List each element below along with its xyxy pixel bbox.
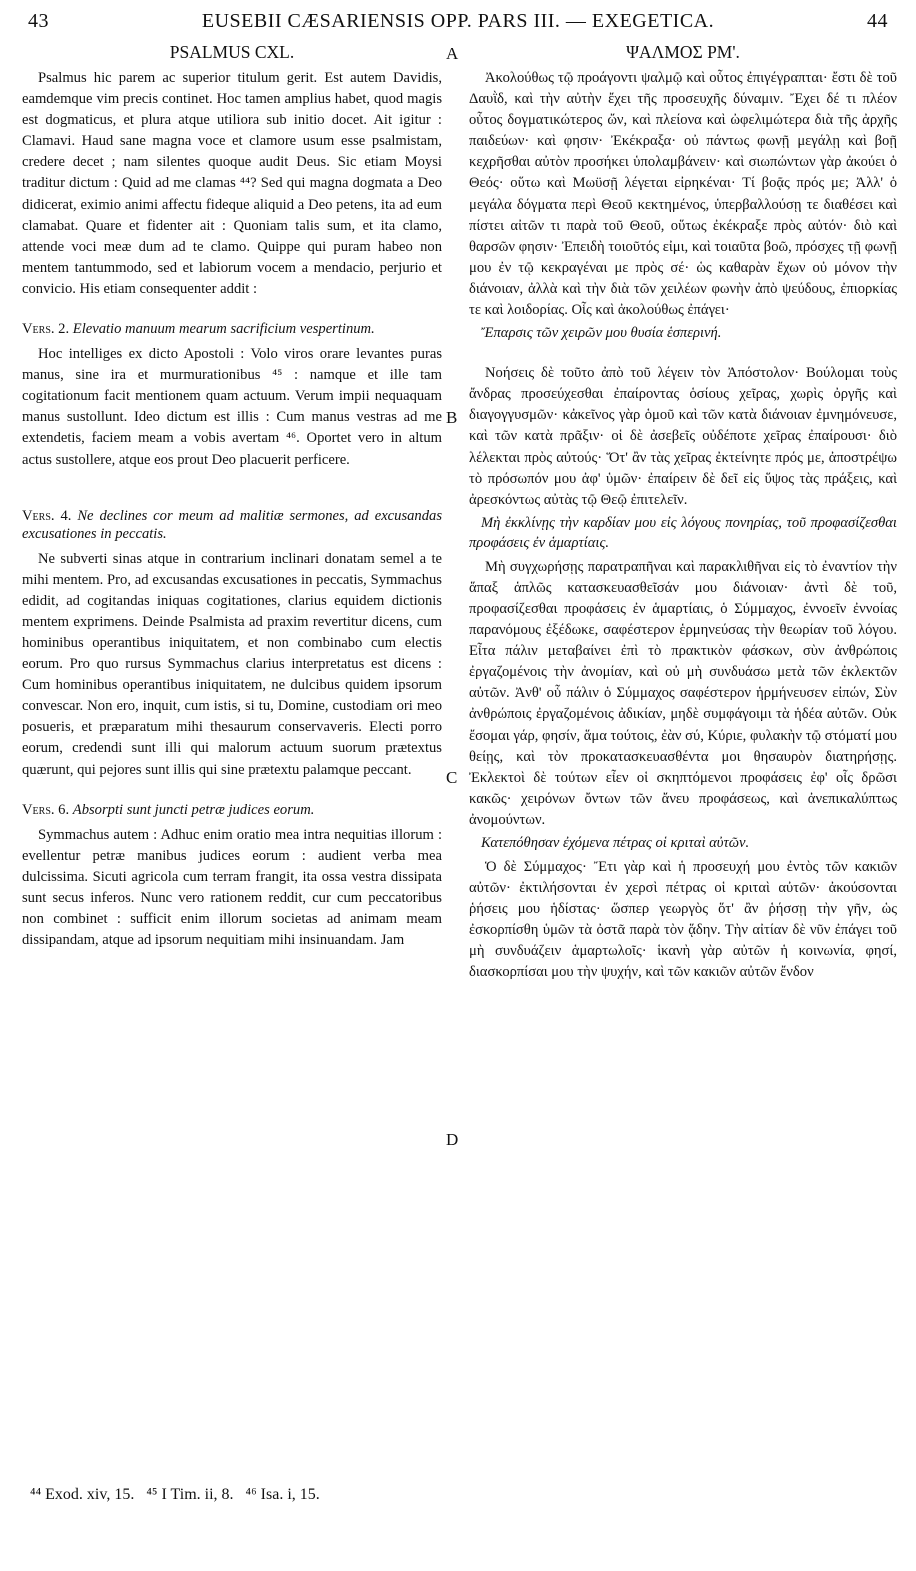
latin-paragraph-1: Psalmus hic parem ac superior titulum gerit. Est autem Davidis, eamdemque vim precis continet. Hoc tamen amplius habet, quod magis est dogmaticus, et plura atque utiliora sub initio docet. Ait igitur : Clamavi. Haud sane magna voce et clamore usum esse psalmistam, credere decet ; nam silentes quoque audit Deus. Sic etiam Moysi traditur dictum : Quid ad me clamas ⁴⁴? Sed qui magna dogmata a Deo didicerat, eximio animi affectu fideque aliquid a Deo petens, ita ad eum clamabat. Quare et fidenter ait : Quoniam talis sum, et ita clamo, attende voci meæ dum ad te clamo. Quippe qui puram habeo non mentem tantummodo, sed et labiorum vocem a mendacio, perjurio et convicio. His etiam consequenter addit : xyxy=(22,70,442,297)
latin-verse-6 xyxy=(22,801,442,819)
greek-paragraph-3: Μὴ συγχωρήσῃς παρατραπῆναι καὶ παρακλιθῆναι εἰς τὸ ἐναντίον τὴν ἅπαξ ἁπλῶς κατασκευασθεῖσάν μου διάνοιαν· ἀντὶ δὲ τοῦ, προφασίζεσθαι προφάσεις ἐν ἁμαρτίαις, ὁ Σύμμαχος, ἐννοεῖν ἐννοίας παρανόμους ἐξέδωκε, σαφέστερον ἑρμηνεύσας τὴν θεωρίαν τοῦ λόγου. Εἶτα πάλιν μεταβαίνει ἐπὶ τὸ πρακτικὸν φάσκων, σὺν ἀνθρώποις ἐργαζομένοις τὴν ἀνομίαν, καὶ οὐ μὴ συνδυάσω μετὰ τῶν ἐκλεκτῶν αὐτῶν. Ἀνθ' οὗ πάλιν ὁ Σύμμαχος σαφέστερον ἡρμήνευσεν εἰπών, Σὺν ἀνθρώποις ἐργαζομένοις ἀδικίαν, μηδὲ συμφάγοιμι τὰ ἡδέα αὐτῶν. Οὐκ ἔσομαι γάρ, φησίν, ἅμα τούτοις, ἐὰν σύ, Κύριε, φυλακὴν τῷ στόματί μου θείῃς, καὶ τὸν προκατασκευασθέντα μοι θησαυρὸν διατηρήσῃς. Ἐκλεκτοὶ δὲ τούτων εἶεν οἱ σκηπτόμενοι προφάσεις ἐφ' οἷς δρῶσι κακῶς· χειρόνων ὄντων τῶν ἄνευ προφάσεως, καὶ ἀνεπικαλύπτως ἀνομούντων. xyxy=(469,558,897,828)
page-number-left: 43 xyxy=(28,10,49,32)
footnotes: ⁴⁴ Exod. xiv, 15. ⁴⁵ I Tim. ii, 8. ⁴⁶ Isa. i, 15. xyxy=(30,1486,320,1503)
greek-verse-4: Μὴ ἐκκλίνῃς τὴν καρδίαν μου εἰς λόγους πονηρίας, τοῦ προφασίζεσθαι προφάσεις ἐν ἁμαρτίαις. xyxy=(469,514,897,551)
greek-column xyxy=(469,40,897,984)
greek-paragraph-1: Ἀκολούθως τῷ προάγοντι ψαλμῷ καὶ οὗτος ἐπιγέγραπται· ἔστι δὲ τοῦ Δαυῒδ, καὶ τὴν αὐτὴν ἔχει τῆς προσευχῆς δύναμιν. Ἔχει δέ τι πλέον οὗτος δογματικώτερος ὤν, καὶ πλείονα καὶ ὠφελιμώτερα διὰ τῆς ἀρχῆς παιδεύων· καὶ φησιν· Ἐκέκραξα· οὐ πάντως φωνῇ μεγάλῃ καὶ βοῇ κεχρῆσθαι αὐτὸν προσήκει ὑπολαμβάνειν· καὶ σιωπώντων γὰρ ἀκούει ὁ Θεός· οὕτω καὶ Μωϋσῇ λέγεται εἰρηκέναι· Τί βοᾷς πρός με; Ἀλλ' ὁ μεγάλα δόγματα περὶ Θεοῦ κεκτημένος, ὑπερβαλλούσῃ τε διαθέσει καὶ πίστει αἰτῶν τι παρὰ τοῦ Θεοῦ, οὕτως ἐκέκραξε πρὸς αὐτόν· διὸ καὶ θαρσῶν φησιν· Ἐπειδὴ τοιοῦτός εἰμι, καὶ τοιαῦτα βοῶ, πρόσχες τῇ φωνῇ μου ἐν τῷ κεκραγέναι με πρὸς σέ· ὡς καθαρὰν ἔχων οὐ μόνον τὴν διάνοιαν, ἀλλὰ καὶ τὴν διὰ τῶν χειλέων φωνὴν ἀπὸ ψεύδους, ἐπιορκίας τε καὶ λοιδορίας. Οἷς καὶ ἀκολούθως ἐπάγει· xyxy=(469,70,897,319)
latin-paragraph-3: Ne subverti sinas atque in contrarium inclinari donatam semel a te mihi mentem. Pro, ad excusandas excusationes in peccatis, Symmachus edidit, ad cogitandas iniquas cogitationes, clarius equidem dictionis mentem exprimens. Deinde Psalmista ad praxim revertitur dicens, cum hominibus operantibus iniquitatem, et non combinabo cum electis eorum. Pro quo rursus Symmachus clarius interpretatus est dicens : Cum hominibus operantibus iniquitatem, ne dulcibus quidem ipsorum convescar. Non ero, inquit, cum istis, si tu, Domine, custodiam ori meo posueris, et præparatum mihi thesaurum conservaveris. Electi porro eorum, credendi sunt illi qui malorum actuum suorum prætextus quærunt, qui pejores sunt illis qui sine prætextu palamque peccant. xyxy=(22,550,442,778)
verse-label: Vers. 4. xyxy=(22,507,72,524)
margin-letter-c: C xyxy=(446,768,458,787)
latin-column xyxy=(22,40,442,951)
greek-paragraph-2: Νοήσεις δὲ τοῦτο ἀπὸ τοῦ λέγειν τὸν Ἀπόστολον· Βούλομαι τοὺς ἄνδρας προσεύχεσθαι ἐπαίροντας ὁσίους χεῖρας, χωρὶς ὀργῆς καὶ διαγογγυσμῶν· κἀκεῖνος γὰρ ὁμοῦ καὶ τῶν κατὰ διάνοιαν ἐμνημόνευσε, καὶ τῶν κατὰ πρᾶξιν· οἱ δὲ ἀσεβεῖς οὐδέποτε χεῖρας ἐπαίρουσι· διὸ λέλεκται πρὸς αὐτούς· Ὅτ' ἂν τὰς χεῖρας ἐκτείνητε πρός με, ἀποστρέψω τὸ πρόσωπόν μου ἀφ' ὑμῶν· ἐπαίρειν δὲ δεῖ εἰς ὕψος τὰς πράξεις, καὶ ἀρεσκόντως αὐτὰς τῷ Θεῷ ἐπιτελεῖν. xyxy=(469,365,897,508)
latin-paragraph-2: Hoc intelliges ex dicto Apostoli : Volo viros orare levantes puras manus, sine ira et murmurationibus ⁴⁵ : namque et ille tam cogitationum facit mentionem quam actuum. Verum impii nequaquam manus sustollunt. Ideo dictum est illis : Cum manus vestras ad me extendetis, faciem meam a vobis avertam ⁴⁶. Oportet vero in altum actus sustollere, atque eos prout Deo placuerit perficere. xyxy=(22,346,442,468)
greek-verse-2: Ἔπαρσις τῶν χειρῶν μου θυσία ἑσπερινή. xyxy=(481,325,722,342)
verse-text: Absorpti sunt juncti petræ judices eorum. xyxy=(72,801,315,818)
verse-label: Vers. 2. xyxy=(22,321,70,338)
psalm-title-greek: ΨΑΛΜΟΣ ΡΜ'. xyxy=(626,42,740,62)
psalm-title-latin: PSALMUS CXL. xyxy=(169,42,295,62)
greek-verse-6: Κατεπόθησαν ἐχόμενα πέτρας οἱ κριταὶ αὐτῶν. xyxy=(481,835,750,851)
margin-letter-b: B xyxy=(446,408,458,427)
greek-paragraph-4: Ὁ δὲ Σύμμαχος· Ἔτι γὰρ καὶ ἡ προσευχή μου ἐντὸς τῶν κακιῶν αὐτῶν· ἐκτιλήσονται ἐν χερσὶ πέτρας οἱ κριταὶ αὐτῶν· ἀκούσονται ῥήσεις μου ἡδίστας· ὥσπερ γεωργὸς ὅτ' ἂν ῥήσσῃ τὴν γῆν, ὡς ἐσκορπίσθη ὑμῶν τὰ ὀστᾶ παρὰ τὸν ᾅδην. Τὴν αἰτίαν δὲ νῦν ἐπάγει τοῦ μὴ συνδυάζειν ἁμαρτωλοῖς· ἱκανὴ γὰρ αὐτῶν ἡ κοινωνία, φησί, διασκορπίσαι μου τὴν ψυχήν, καὶ τῶν κακιῶν αὐτῶν ἔνδον xyxy=(469,859,897,981)
running-head xyxy=(28,10,888,36)
margin-letter-d: D xyxy=(446,1130,459,1149)
latin-paragraph-4: Symmachus autem : Adhuc enim oratio mea intra nequitias illorum : evellentur petræ manibus judices eorum : audient verba mea dulcissima. Sicuti agricola cum terram frangit, ita ossa vestra dissipata sunt secus inferos. Nunc vero rationem reddit, cur cum peccatoribus non combinet : sufficit enim illorum societas ad animam meam dissipandam, atque ad ipsorum nequitiam mihi insinuandam. Jam xyxy=(22,826,442,949)
running-title: EUSEBII CÆSARIENSIS OPP. PARS III. — EXEGETICA. xyxy=(201,10,715,32)
latin-verse-4 xyxy=(22,507,442,543)
page-number-right: 44 xyxy=(867,10,888,32)
latin-verse-2 xyxy=(22,320,442,338)
verse-text: Ne declines cor meum ad malitiæ sermones, ad excusandas excusationes in peccatis. xyxy=(22,507,442,542)
margin-letter-a: A xyxy=(446,44,459,63)
verse-label: Vers. 6. xyxy=(22,801,70,818)
verse-text: Elevatio manuum mearum sacrificium vespertinum. xyxy=(72,321,375,338)
